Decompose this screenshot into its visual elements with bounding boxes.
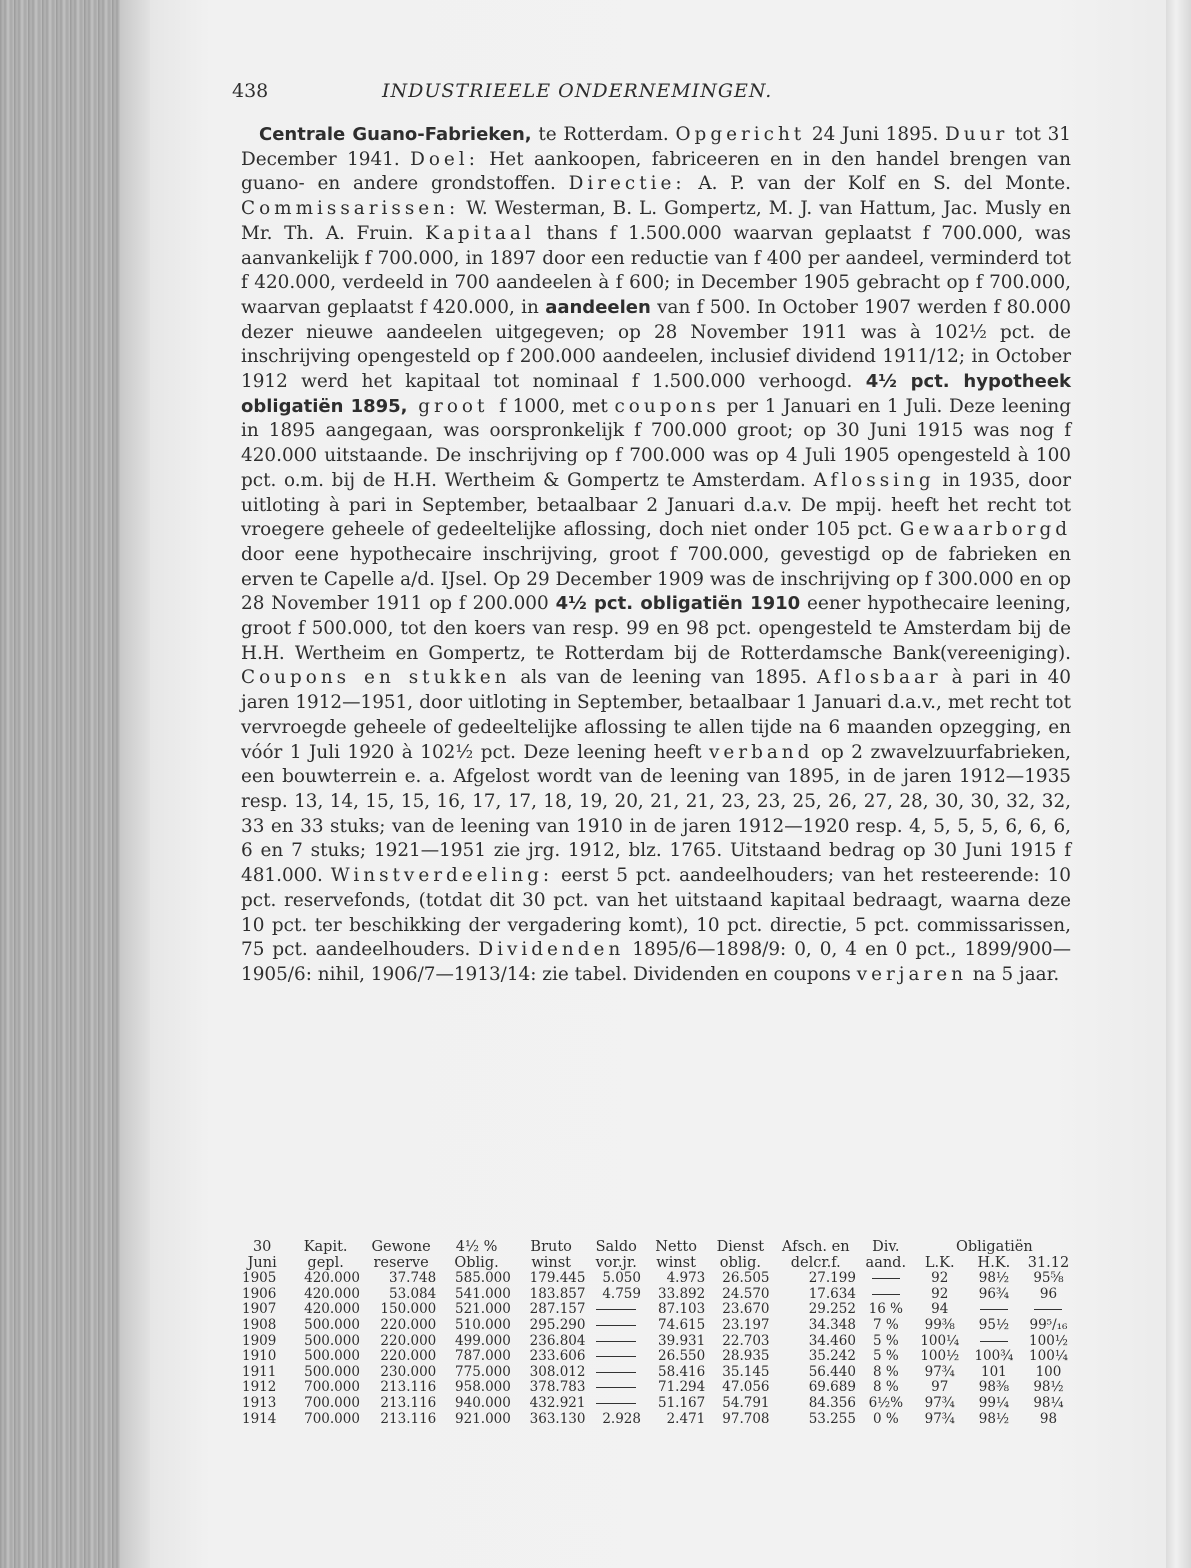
cell-jaar: 1906 [242,1285,277,1302]
cell-hk: 100¾ [974,1348,1014,1365]
col-header: 30 [252,1239,272,1255]
cell-jaar: 1913 [242,1394,277,1411]
page-header [232,80,1077,110]
cell-d3112: 96 [1039,1285,1058,1302]
label-opgericht: Opgericht [675,124,806,145]
label-hypotheek-obligatien-1895: 4½ pct. hypotheek obligatiën 1895, [241,371,1071,417]
cell-oblig: 921.000 [455,1410,511,1427]
cell-afsch: 27.199 [808,1270,856,1287]
cell-jaar: 1909 [242,1332,277,1349]
company-entry [241,123,1071,988]
table-row [236,1334,1076,1350]
cell-afsch: 56.440 [808,1363,856,1380]
col-header: Kapit. [303,1239,348,1255]
cell-kapit: 700.000 [304,1394,360,1411]
cell-afsch: 84.356 [808,1394,856,1411]
cell-hk [967,1334,1021,1350]
table-body [236,1271,1076,1427]
label-groot: groot [407,395,500,417]
cell-oblig: 510.000 [455,1316,511,1333]
cell-kapit: 500.000 [304,1316,360,1333]
cell-d3112: 100¼ [1029,1348,1068,1365]
cell-bruto: 432.921 [529,1394,586,1411]
cell-bruto: 233.606 [529,1348,586,1365]
cell-lk: 99⅜ [924,1316,955,1333]
cell-kapit: 420.000 [304,1301,360,1318]
cell-dienst: 97.708 [722,1410,770,1427]
cell-div: 8 % [872,1363,899,1380]
cell-kapit: 700.000 [304,1410,360,1427]
cell-hk: 98⅜ [978,1379,1010,1396]
col-header: Bruto [530,1239,572,1255]
label-dividenden: Dividenden [478,939,625,961]
dash-rule [980,1341,1008,1342]
cell-hk: 98½ [978,1270,1010,1287]
label-obligatien-1910: 4½ pct. obligatiën 1910 [555,593,801,615]
cell-jaar: 1907 [242,1301,277,1318]
cell-jaar: 1905 [242,1270,277,1287]
cell-kapit: 500.000 [304,1348,360,1365]
label-verjaren: verjaren [856,963,967,985]
cell-bruto: 308.012 [529,1363,586,1380]
col-header: Div. [872,1239,900,1255]
cell-dienst: 23.197 [722,1316,770,1333]
dash-rule [596,1387,636,1388]
label-commissarissen: Commissarissen: [241,198,460,220]
col-header: H.K. [977,1254,1011,1271]
cell-dienst: 47.056 [722,1379,770,1396]
cell-lk: 97 [931,1379,949,1396]
cell-hk: 98½ [978,1410,1010,1427]
cell-div [859,1271,913,1287]
cell-oblig: 499.000 [455,1332,511,1349]
table-row [236,1380,1076,1396]
cell-reserve: 213.116 [380,1379,437,1396]
cell-bruto: 183.857 [529,1285,586,1302]
cell-div: 8 % [872,1379,899,1396]
col-header: Gewone [371,1239,431,1255]
label-coupons-stukken: Coupons en stukken [241,667,511,689]
col-header: Saldo [595,1239,637,1255]
cell-div: 7 % [872,1316,899,1333]
cell-dienst: 24.570 [722,1285,770,1302]
cell-reserve: 220.000 [380,1316,437,1333]
cell-dienst: 23.670 [722,1301,770,1318]
dash-rule [980,1309,1008,1310]
cell-kapit: 500.000 [304,1332,360,1349]
cell-oblig: 787.000 [455,1348,511,1365]
cell-lk: 97¾ [924,1410,955,1427]
cell-reserve: 213.116 [380,1394,437,1411]
dash-rule [596,1309,636,1310]
col-header: Dienst [716,1239,765,1255]
cell-netto: 58.416 [658,1363,706,1380]
cell-saldo [588,1380,644,1396]
table-row [236,1318,1076,1334]
cell-hk: 101 [981,1363,1007,1380]
cell-netto: 26.550 [658,1348,706,1365]
cell-hk: 99¼ [978,1394,1010,1411]
cell-d3112: 98½ [1033,1379,1064,1396]
cell-reserve: 213.116 [380,1410,437,1427]
cell-d3112: 100½ [1029,1332,1068,1349]
cell-afsch: 69.689 [808,1379,856,1396]
cell-netto: 51.167 [658,1394,706,1411]
table-header-row-2 [236,1256,1076,1272]
cell-kapit: 700.000 [304,1379,360,1396]
label-doel: Doel: [410,148,479,170]
cell-bruto: 363.130 [529,1410,586,1427]
cell-oblig: 585.000 [455,1270,511,1287]
page-right-edge [1166,0,1191,1568]
cell-hk [967,1302,1021,1318]
cell-saldo: 5.050 [602,1270,641,1287]
cell-lk: 97¾ [924,1363,955,1380]
dash-rule [872,1294,900,1295]
cell-afsch: 34.348 [808,1316,856,1333]
cell-jaar: 1911 [242,1363,277,1380]
cell-netto: 71.294 [658,1379,706,1396]
col-header: Obligatiën [955,1239,1033,1255]
cell-saldo [588,1349,644,1365]
label-aflossing: Aflossing [813,469,935,491]
cell-div: 5 % [872,1348,899,1365]
col-header: delcr.f. [790,1254,841,1271]
col-header: gepl. [307,1254,344,1271]
col-header: aand. [865,1254,907,1271]
cell-lk: 100¼ [920,1332,960,1349]
cell-saldo [588,1396,644,1412]
book-gutter-shadow [120,0,150,1568]
cell-jaar: 1914 [242,1410,277,1427]
cell-reserve: 150.000 [380,1301,437,1318]
col-header: oblig. [719,1254,761,1271]
cell-reserve: 220.000 [380,1332,437,1349]
label-coupons: coupons [614,395,720,417]
cell-netto: 4.973 [666,1270,706,1287]
cell-d3112: 98 [1039,1410,1058,1427]
table-row [236,1271,1076,1287]
cell-kapit: 420.000 [304,1285,360,1302]
cell-lk: 97¾ [924,1394,955,1411]
cell-d3112: 95⅝ [1033,1270,1064,1287]
table-row [236,1287,1076,1303]
table-header-row-1 [236,1240,1076,1256]
col-header: Oblig. [454,1254,499,1271]
col-header: 4½ % [455,1239,498,1255]
dash-rule [596,1356,636,1357]
cell-saldo [588,1302,644,1318]
cell-netto: 87.103 [658,1301,706,1318]
page-number: 438 [232,80,269,102]
cell-oblig: 775.000 [455,1363,511,1380]
cell-kapit: 500.000 [304,1363,360,1380]
cell-netto: 2.471 [666,1410,706,1427]
table-row [236,1412,1076,1428]
col-header: L.K. [924,1254,955,1271]
label-verband: verband [709,741,814,763]
cell-d3112 [1021,1302,1076,1318]
cell-saldo [588,1334,644,1350]
cell-lk: 92 [931,1285,949,1302]
cell-div: 16 % [868,1301,903,1318]
label-directie: Directie: [568,173,686,195]
cell-saldo [588,1318,644,1334]
cell-oblig: 958.000 [455,1379,511,1396]
cell-bruto: 236.804 [529,1332,586,1349]
financial-table [236,1240,1076,1427]
cell-afsch: 35.242 [808,1348,856,1365]
cell-oblig: 521.000 [455,1301,511,1318]
cell-netto: 39.931 [658,1332,706,1349]
cell-dienst: 35.145 [722,1363,770,1380]
table-row [236,1349,1076,1365]
cell-saldo: 2.928 [602,1410,641,1427]
book-page-stack-edge [0,0,120,1568]
col-header: reserve [373,1254,429,1271]
cell-d3112: 98¼ [1033,1394,1064,1411]
cell-div: 6½% [868,1394,904,1411]
cell-afsch: 17.634 [808,1285,856,1302]
cell-netto: 33.892 [658,1285,706,1302]
cell-dienst: 54.791 [722,1394,770,1411]
entry-paragraph: Centrale Guano-Fabrieken, te Rotterdam. Opgericht 24 Juni 1895. Duur tot 31 December 1941. Doel: Het aankoopen, fabriceeren en in den handel brengen van guano- en andere grondstoffen. Directie: A. P. van der Kolf en S. del Monte. Commissarissen: W. Westerman, B. L. Gompertz, M. J. van Hattum, Jac. Musly en Mr. Th. A. Fruin. Kapitaal thans f 1.500.000 waarvan geplaatst f 700.000, was aanvankelijk f 700.000, in 1897 door een reductie van f 400 per aandeel, verminderd tot f 420.000, verdeeld in 700 aandeelen à f 600; in December 1905 gebracht op f 700.000, waarvan geplaatst f 420.000, in aandeelen van f 500. In October 1907 werden f 80.000 dezer nieuwe aandeelen uitgegeven; op 28 November 1911 was à 102½ pct. de inschrijving opengesteld op f 200.000 aandeelen, inclusief dividend 1911/12; in October 1912 werd het kapitaal tot nominaal f 1.500.000 verhoogd. 4½ pct. hypotheek obligatiën 1895, groot f 1000, met coupons per 1 Januari en 1 Juli. Deze leening in 1895 aangegaan, was oorspronkelijk f 700.000 groot; op 30 Juni 1915 was nog f 420.000 uitstaande. De inschrijving op f 700.000 was op 4 Juli 1905 opengesteld à 100 pct. o.m. bij de H.H. Wertheim & Gompertz te Amsterdam. Aflossing in 1935, door uitloting à pari in September, betaalbaar 2 Januari d.a.v. De mpij. heeft het recht tot vroegere geheele of gedeeltelijke aflossing, doch niet onder 105 pct. Gewaarborgd door eene hypothecaire inschrijving, groot f 700.000, gevestigd op de fabrieken en erven te Capelle a/d. IJsel. Op 29 December 1909 was de inschrijving op f 300.000 en op 28 November 1911 op f 200.000 4½ pct. obligatiën 1910 eener hypothecaire leening, groot f 500.000, tot den koers van resp. 99 en 98 pct. opengesteld te Amsterdam bij de H.H. Wertheim en Gompertz, te Rotterdam bij de Rotterdamsche Bank(vereeniging). Coupons en stukken als van de leening van 1895. Aflosbaar à pari in 40 jaren 1912—1951, door uitloting in September, betaalbaar 1 Januari d.a.v., met recht tot vervroegde geheele of gedeeltelijke aflossing te allen tijde na 6 maanden opzegging, en vóór 1 Juli 1920 à 102½ pct. Deze leening heeft verband op 2 zwavelzuurfabrieken, een bouwterrein e. a. Afgelost wordt van de leening van 1895, in de jaren 1912—1935 resp. 13, 14, 15, 15, 16, 17, 17, 18, 19, 20, 21, 21, 23, 23, 25, 26, 27, 28, 30, 30, 32, 32, 33 en 33 stuks; van de leening van 1910 in de jaren 1912—1920 resp. 4, 5, 5, 5, 6, 6, 6, 6 en 7 stuks; 1921—1951 zie jrg. 1912, blz. 1765. Uitstaand bedrag op 30 Juni 1915 f 481.000. Winstverdeeling: eerst 5 pct. aandeelhouders; van het resteerende: 10 pct. reservefonds, (totdat dit 30 pct. van het uitstaand kapitaal bedraagt, waarna deze 10 pct. ter beschikking der vergadering komt), 10 pct. directie, 5 pct. commissarissen, 75 pct. aandeelhouders. Dividenden 1895/6—1898/9: 0, 0, 4 en 0 pct., 1899/900—1905/6: nihil, 1906/7—1913/14: zie tabel. Dividenden en coupons verjaren na 5 jaar. [241,124,1072,985]
cell-bruto: 295.290 [529,1316,586,1333]
cell-div: 0 % [872,1410,899,1427]
cell-dienst: 28.935 [722,1348,770,1365]
company-name: Centrale Guano-Fabrieken, [259,124,532,145]
cell-kapit: 420.000 [304,1270,360,1287]
label-gewaarborgd: Gewaarborgd [899,519,1071,541]
cell-dienst: 22.703 [722,1332,770,1349]
dash-rule [1034,1309,1062,1310]
dash-rule [596,1372,636,1373]
table-row [236,1302,1076,1318]
cell-div [859,1287,913,1303]
label-aflosbaar: Aflosbaar [817,667,942,689]
label-kapitaal: Kapitaal [425,222,535,244]
cell-reserve: 220.000 [380,1348,437,1365]
cell-lk: 94 [931,1301,949,1318]
cell-afsch: 29.252 [808,1301,856,1318]
cell-jaar: 1912 [242,1379,277,1396]
cell-saldo [588,1365,644,1381]
cell-afsch: 53.255 [808,1410,856,1427]
cell-bruto: 287.157 [529,1301,586,1318]
cell-oblig: 940.000 [455,1394,511,1411]
cell-reserve: 37.748 [389,1270,437,1287]
cell-hk: 95½ [978,1316,1010,1333]
cell-lk: 92 [931,1270,949,1287]
cell-jaar: 1908 [242,1316,277,1333]
cell-jaar: 1910 [242,1348,277,1365]
cell-bruto: 179.445 [529,1270,586,1287]
cell-bruto: 378.783 [529,1379,586,1396]
label-aandeelen: aandeelen [545,296,651,318]
label-winstverdeeling: Winstverdeeling: [330,865,554,887]
cell-reserve: 230.000 [380,1363,437,1380]
cell-lk: 100½ [920,1348,960,1365]
cell-dienst: 26.505 [722,1270,770,1287]
col-header: winst [656,1254,696,1271]
cell-saldo: 4.759 [602,1285,641,1302]
cell-netto: 74.615 [658,1316,706,1333]
label-duur: Duur [945,124,1009,145]
dash-rule [596,1403,636,1404]
table-row [236,1365,1076,1381]
cell-afsch: 34.460 [808,1332,856,1349]
dash-rule [872,1278,900,1279]
cell-hk: 96¾ [978,1285,1010,1302]
cell-d3112: 99⁵/₁₆ [1029,1316,1068,1333]
col-header: Afsch. en [781,1239,850,1255]
col-header: 31.12 [1027,1254,1070,1271]
cell-d3112: 100 [1035,1363,1062,1380]
col-header: Juni [247,1254,277,1271]
col-header: vor.jr. [595,1254,637,1271]
col-header: winst [531,1254,571,1271]
cell-div: 5 % [872,1332,899,1349]
cell-reserve: 53.084 [389,1285,437,1302]
col-header: Netto [655,1239,697,1255]
cell-oblig: 541.000 [455,1285,511,1302]
dash-rule [596,1325,636,1326]
table-row [236,1396,1076,1412]
running-title: INDUSTRIEELE ONDERNEMINGEN. [382,80,773,102]
dash-rule [596,1341,636,1342]
